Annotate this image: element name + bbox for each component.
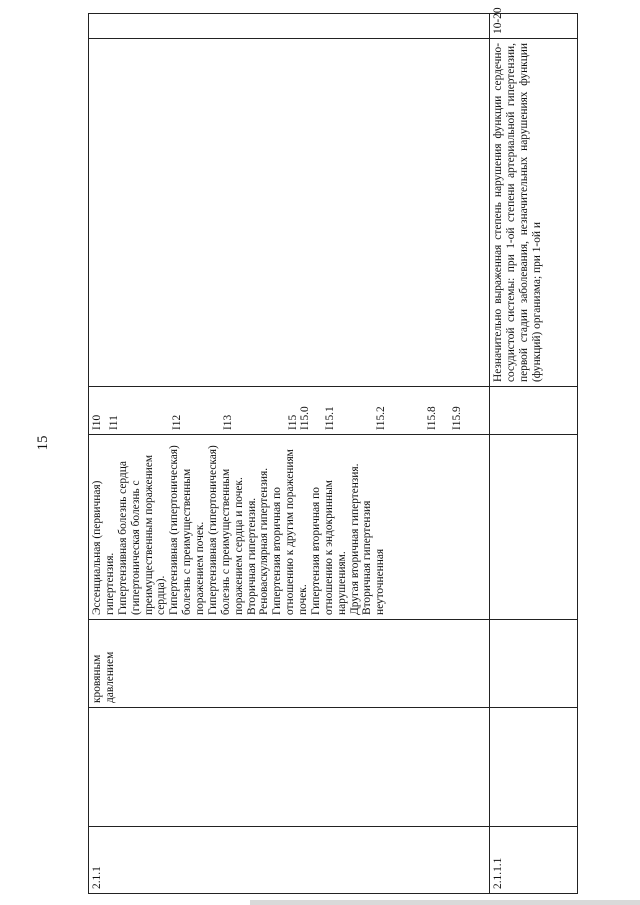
title-cell — [89, 620, 490, 708]
empty-cell — [490, 620, 578, 708]
row-number-cell — [490, 827, 578, 894]
diagnosis-code: I15.9 — [450, 406, 463, 430]
percent-value: 10-20 — [492, 7, 504, 34]
diagnosis-codes-cell — [89, 387, 490, 435]
diagnosis-code: I12 — [170, 414, 183, 430]
diagnosis-name: Гипертензивная болезнь сердца (гипертоническая болезнь с преимущественным поражением сердца). — [116, 454, 168, 615]
diagnosis-name: Вторичная гипертензия. — [245, 497, 258, 615]
diagnosis-name: Эссенциальная (первичная) гипертензия. — [91, 480, 116, 615]
title-part: кровяным давлением — [91, 651, 116, 703]
diagnosis-code: I15.8 — [426, 406, 438, 430]
diagnosis-name: Вторичная гипертензия неуточненная — [361, 500, 387, 615]
diagnosis-code: I11 — [107, 415, 120, 430]
row-number: 2.1.1 — [91, 866, 103, 889]
row-number-cell — [89, 827, 490, 894]
empty-cell — [490, 435, 578, 620]
severity-description: Незначительно выраженная степень нарушения функции сердечно-сосудистой системы: при 1-ой степени артериальной гипертензии, первой стадии заболевания, незначительных нарушениях функции (функций) организма; при 1-ой и — [492, 43, 543, 382]
diagnosis-name: Гипертензия вторичная по отношению к эндокринным нарушениям. — [309, 480, 348, 615]
empty-cell — [89, 14, 490, 39]
diagnosis-names-cell — [89, 435, 490, 620]
empty-cell — [89, 39, 490, 387]
diagnosis-code: I10 — [91, 414, 103, 430]
diagnosis-code: I15.0 — [299, 406, 312, 430]
percent-cell — [490, 7, 578, 39]
diagnosis-name: Гипертензия вторичная по отношению к другим поражениям почек. — [271, 449, 309, 615]
rotated-table-wrapper — [88, 7, 577, 894]
table-row — [89, 14, 490, 894]
diagnosis-name: Реноваскулярная гипертензия. — [258, 467, 271, 615]
empty-cell — [89, 708, 490, 827]
page-number: 15 — [35, 435, 51, 451]
scan-edge — [250, 900, 640, 905]
description-cell — [490, 39, 578, 387]
row-number: 2.1.1.1 — [492, 857, 504, 889]
diagnosis-code: I15.1 — [324, 406, 337, 430]
disability-table — [88, 7, 578, 894]
diagnosis-name: Гипертензивная (гипертоническая) болезнь с преимущественным поражением почек. — [168, 445, 206, 615]
diagnosis-code: I15 — [286, 414, 299, 430]
diagnosis-name: Гипертензивная (гипертоническая) болезнь с преимущественным поражением сердца и почек. — [206, 445, 245, 615]
empty-cell — [490, 708, 578, 827]
table-row — [490, 14, 578, 894]
empty-cell — [490, 387, 578, 435]
diagnosis-code: I13 — [221, 414, 234, 430]
diagnosis-name: Другая вторичная гипертензия. — [348, 463, 361, 615]
diagnosis-code: I15.2 — [375, 406, 388, 430]
